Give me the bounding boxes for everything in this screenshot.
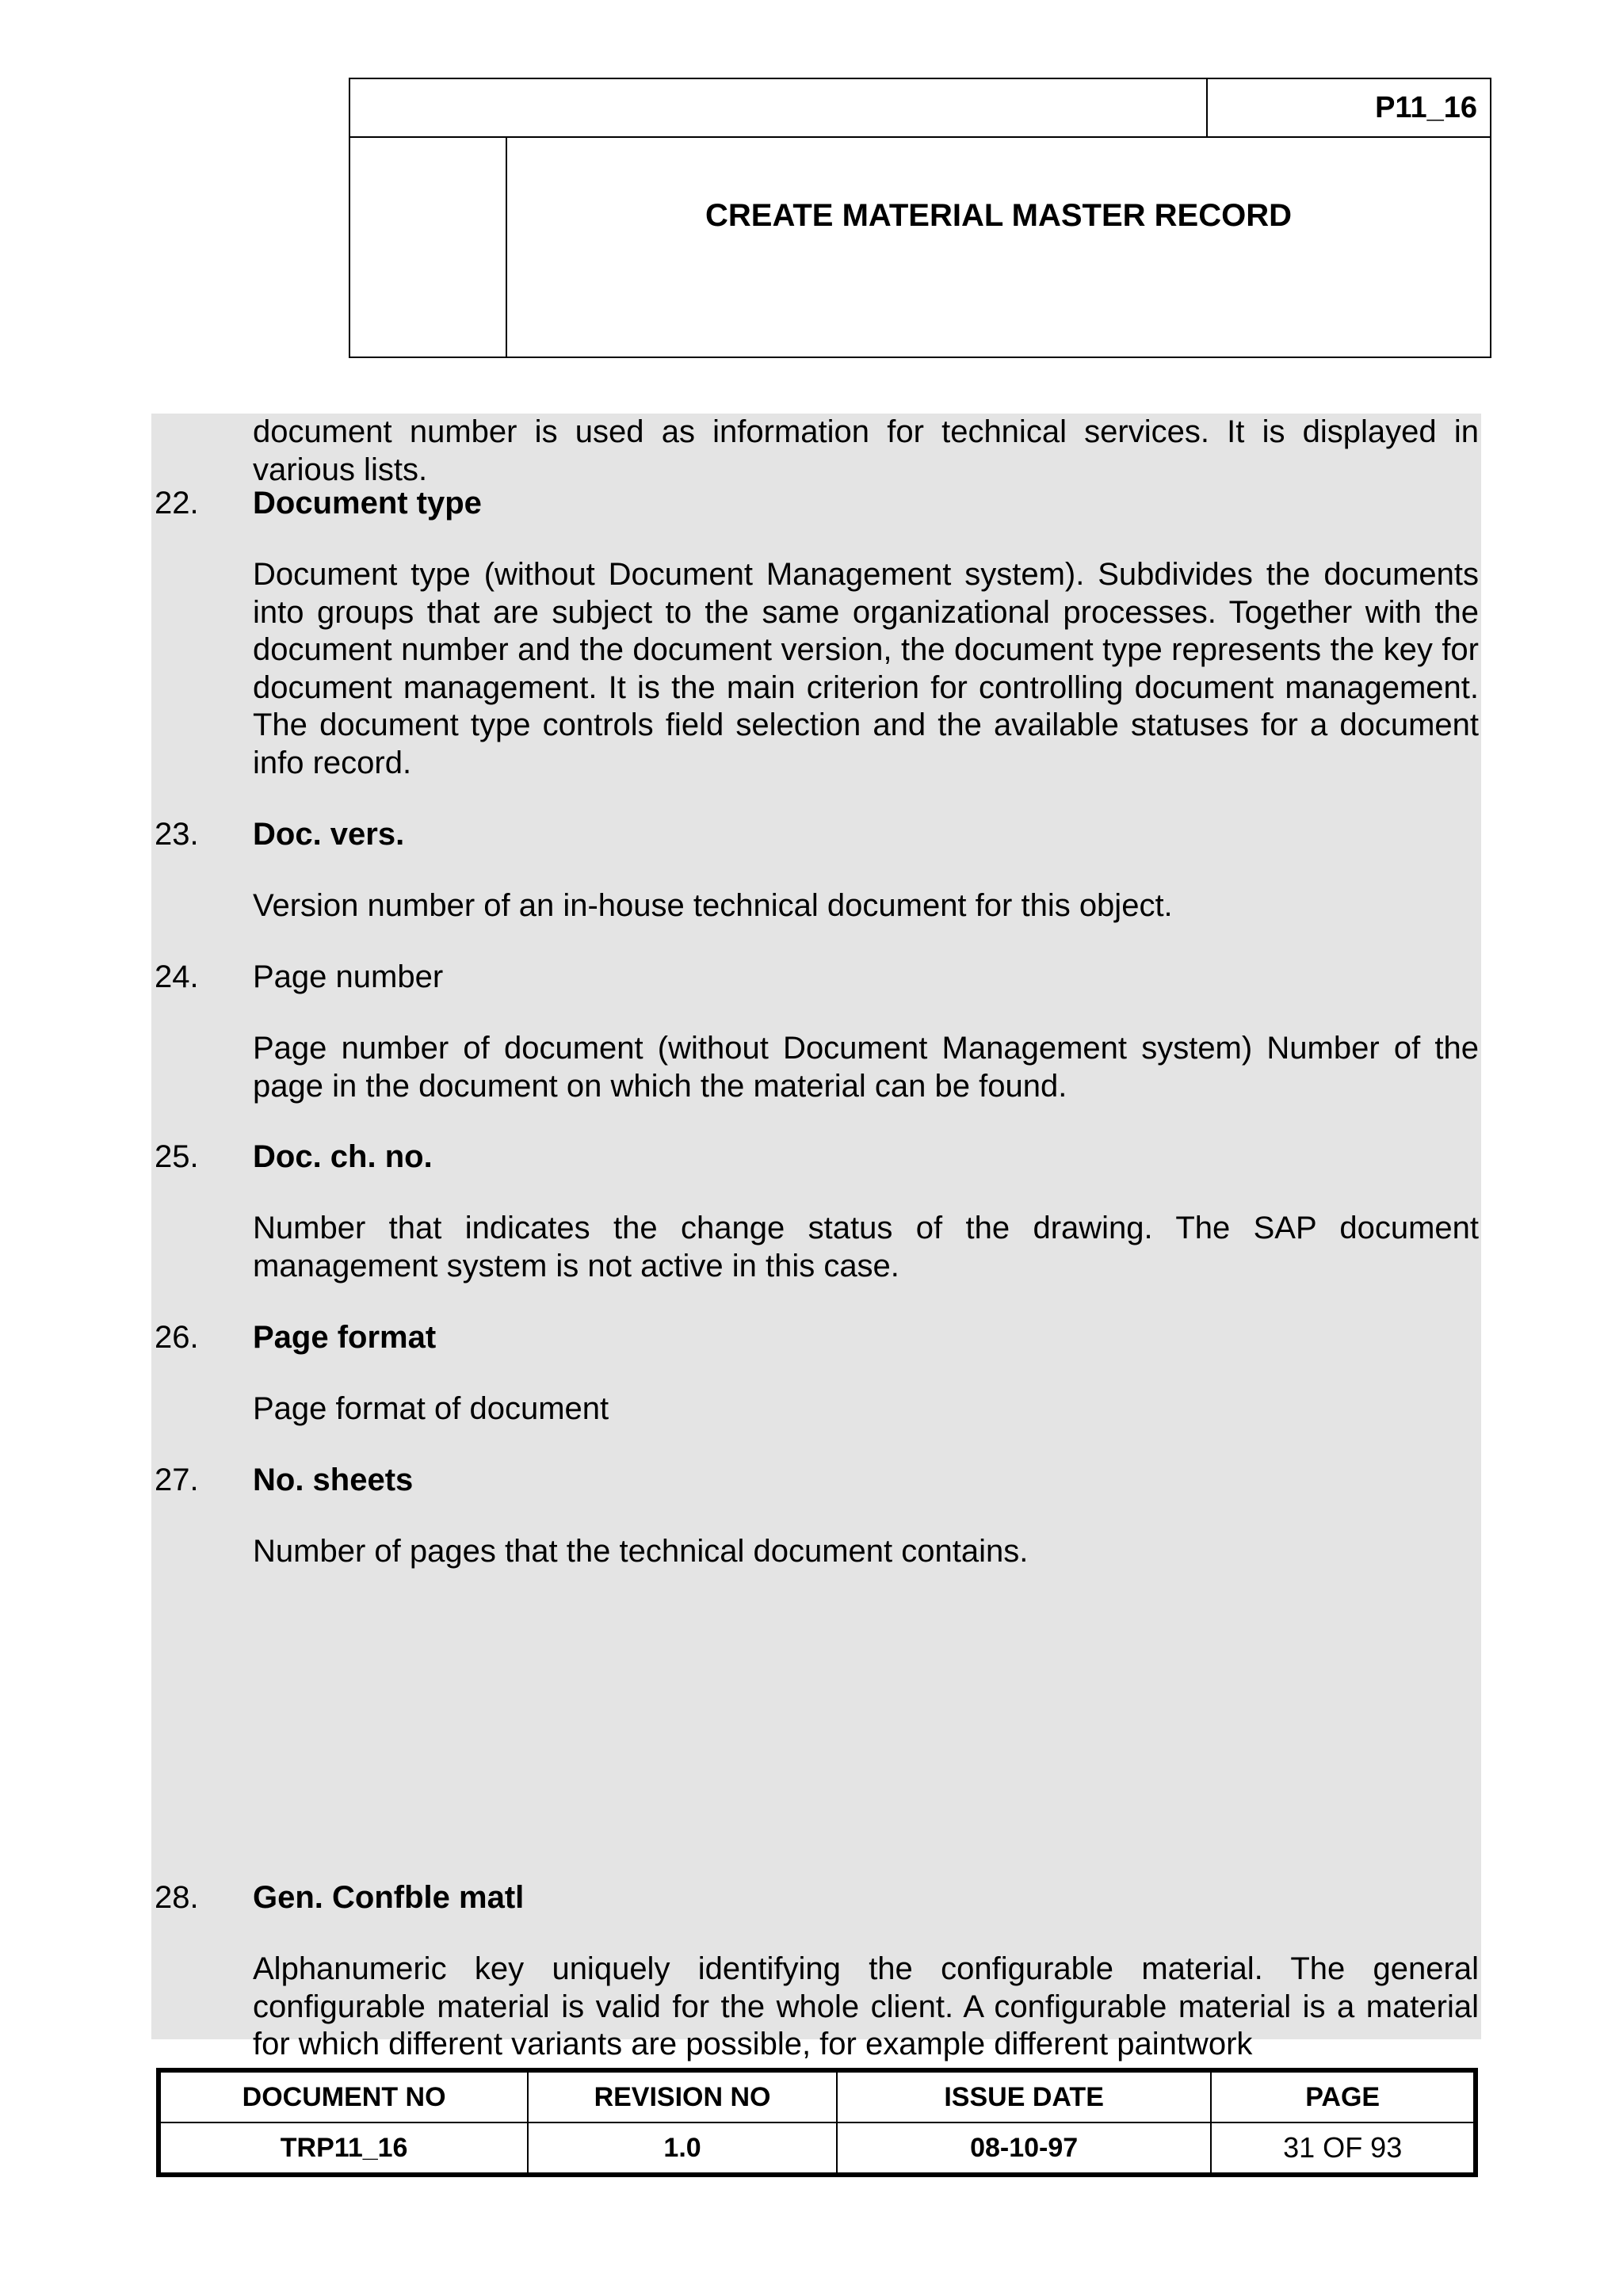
header-top-row xyxy=(350,79,1490,138)
section-number: 27. xyxy=(155,1463,199,1497)
section-heading: Page format xyxy=(253,1320,437,1355)
section-number: 24. xyxy=(155,959,199,994)
footer-page-number: 31 OF 93 xyxy=(1211,2122,1474,2173)
footer-table xyxy=(156,2068,1478,2177)
footer-header-page: PAGE xyxy=(1211,2072,1474,2122)
footer-header-revision-no: REVISION NO xyxy=(528,2072,837,2122)
section-body: Number that indicates the change status of the drawing. The SAP document management system is not active in this case. xyxy=(253,1211,1479,1283)
section-body: Document type (without Document Management system). Subdivides the documents into groups that are subject to the same organizational processes. Together with the document number and the document version, the document type represents the key for document management. It is the main criterion for controlling document management. The document type controls field selection and the available statuses for a document info record. xyxy=(253,557,1479,780)
footer-issue-date: 08-10-97 xyxy=(837,2122,1212,2173)
footer-header-document-no: DOCUMENT NO xyxy=(160,2072,528,2122)
section-body: Page format of document xyxy=(253,1391,609,1426)
section-heading: Page number xyxy=(253,959,444,994)
section-number: 23. xyxy=(155,817,199,852)
footer-header-issue-date: ISSUE DATE xyxy=(837,2072,1212,2122)
section-body: Version number of an in-house technical document for this object. xyxy=(253,888,1173,923)
document-id: P11_16 xyxy=(1206,79,1491,136)
footer-revision-no: 1.0 xyxy=(528,2122,837,2173)
section-body: Page number of document (without Document Management system) Number of the page in the document on which the material can be found. xyxy=(253,1031,1479,1104)
section-heading: Doc. ch. no. xyxy=(253,1139,433,1174)
section-heading: Document type xyxy=(253,486,482,521)
section-body: Alphanumeric key uniquely identifying the configurable material. The general configurable material is valid for the whole client. A configurable material is a material for which different variants are possible, for example different paintwork xyxy=(253,1951,1479,2061)
section-heading: Gen. Confble matl xyxy=(253,1880,525,1915)
page-header xyxy=(349,78,1491,358)
section-heading: No. sheets xyxy=(253,1463,414,1497)
content-area xyxy=(151,414,1481,2061)
footer-document-no: TRP11_16 xyxy=(160,2122,528,2173)
intro-paragraph: document number is used as information for technical services. It is displayed in various lists. xyxy=(253,414,1479,487)
section-heading: Doc. vers. xyxy=(253,817,405,852)
page-title: CREATE MATERIAL MASTER RECORD xyxy=(705,198,1292,233)
section-number: 22. xyxy=(155,486,199,521)
section-number: 28. xyxy=(155,1880,199,1915)
section-number: 25. xyxy=(155,1139,199,1174)
section-number: 26. xyxy=(155,1320,199,1355)
section-body: Number of pages that the technical document contains. xyxy=(253,1534,1029,1569)
